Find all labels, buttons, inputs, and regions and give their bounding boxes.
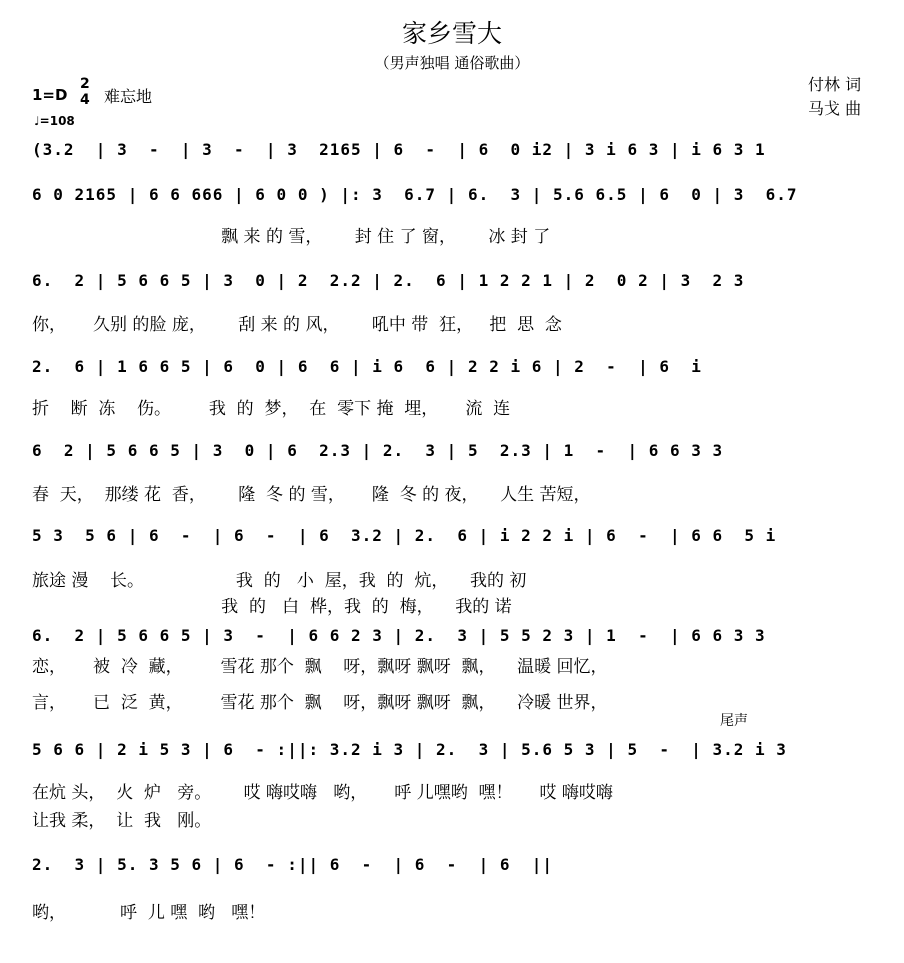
notation-line bbox=[32, 266, 882, 296]
tail-section-label: 尾声 bbox=[720, 713, 748, 729]
lyric-line: 恋， 被 冷 藏， 雪花 那个 飘 呀，飘呀 飘呀 飘， 温暖 回忆， bbox=[32, 657, 608, 677]
lyricist-credit: 付林 词 bbox=[808, 75, 862, 94]
notation-line bbox=[32, 352, 882, 382]
lyric-line: 在炕 头， 火 炉 旁。 哎 嗨哎嗨 哟， 呼 儿嘿哟 嘿！ 哎 嗨哎嗨 bbox=[32, 783, 613, 803]
expression-marking: 难忘地 bbox=[104, 87, 153, 106]
song-subtitle: （男声独唱 通俗歌曲） bbox=[374, 54, 530, 72]
notation-line-notes: 2. 3 | 5. 3 5 6 | 6 - :|| 6 - | 6 - | 6 || bbox=[32, 855, 554, 874]
notation-line bbox=[32, 436, 882, 466]
lyric-line: 哟， 呼 儿 嘿 哟 嘿！ bbox=[32, 903, 266, 923]
song-title: 家乡雪大 bbox=[401, 19, 502, 48]
time-signature bbox=[80, 76, 90, 108]
composer-credit: 马戈 曲 bbox=[808, 99, 862, 118]
lyric-line: 飘 来 的 雪， 封 住 了 窗， 冰 封 了 bbox=[32, 227, 551, 247]
lyric-line: 你， 久别 的脸 庞， 刮 来 的 风， 吼中 带 狂， 把 思 念 bbox=[32, 315, 562, 335]
notation-line bbox=[32, 850, 882, 880]
notation-line bbox=[32, 735, 882, 765]
tempo-value: =108 bbox=[39, 114, 75, 128]
notation-line bbox=[32, 621, 882, 651]
lyric-line: 言， 已 泛 黄， 雪花 那个 飘 呀，飘呀 飘呀 飘， 冷暖 世界， bbox=[32, 693, 608, 713]
notation-line bbox=[32, 180, 882, 210]
lyric-line: 春 天， 那缕 花 香， 隆 冬 的 雪， 隆 冬 的 夜， 人生 苦短， bbox=[32, 485, 591, 505]
lyric-line: 让我 柔， 让 我 刚。 bbox=[32, 811, 212, 831]
key-signature: 1=D bbox=[32, 86, 68, 104]
lyric-line: 旅途 漫 长。 我 的 小 屋，我 的 炕， 我的 初 bbox=[32, 571, 527, 591]
lyric-line: 折 断 冻 伤。 我 的 梦， 在 零下 掩 埋， 流 连 bbox=[32, 399, 511, 419]
lyric-line: 我 的 白 桦，我 的 梅， 我的 诺 bbox=[32, 597, 512, 617]
notation-line-notes: 6 0 2165 | 6 6 666 | 6 0 0 ) |: 3 6.7 | 6. 3 | 5.6 6.5 | 6 0 | 3 6.7 bbox=[32, 185, 798, 204]
notation-line-notes: 6. 2 | 5 6 6 5 | 3 0 | 2 2.2 | 2. 6 | 1 2 2 1 | 2 0 2 | 3 2 3 bbox=[32, 271, 745, 290]
tempo-marking bbox=[34, 114, 75, 128]
notation-line-notes: 6 2 | 5 6 6 5 | 3 0 | 6 2.3 | 2. 3 | 5 2.3 | 1 - | 6 6 3 3 bbox=[32, 441, 724, 460]
notation-line bbox=[32, 521, 882, 551]
notation-line-notes: 6. 2 | 5 6 6 5 | 3 - | 6 6 2 3 | 2. 3 | 5 5 2 3 | 1 - | 6 6 3 3 bbox=[32, 626, 766, 645]
notation-line-notes: 2. 6 | 1 6 6 5 | 6 0 | 6 6 | i 6 6 | 2 2 i 6 | 2 - | 6 i bbox=[32, 357, 702, 376]
quarter-note-icon: ♩ bbox=[34, 114, 40, 128]
notation-line bbox=[32, 135, 882, 165]
time-sig-bottom: 4 bbox=[80, 92, 90, 108]
notation-line-notes: 5 6 6 | 2 i 5 3 | 6 - :||: 3.2 i 3 | 2. 3 | 5.6 5 3 | 5 - | 3.2 i 3 bbox=[32, 740, 787, 759]
notation-line-notes: (3.2 | 3 - | 3 - | 3 2165 | 6 - | 6 0 i2 | 3 i 6 3 | i 6 3 1 bbox=[32, 140, 766, 159]
time-sig-top: 2 bbox=[80, 76, 90, 92]
notation-line-notes: 5 3 5 6 | 6 - | 6 - | 6 3.2 | 2. 6 | i 2 2 i | 6 - | 6 6 5 i bbox=[32, 526, 777, 545]
